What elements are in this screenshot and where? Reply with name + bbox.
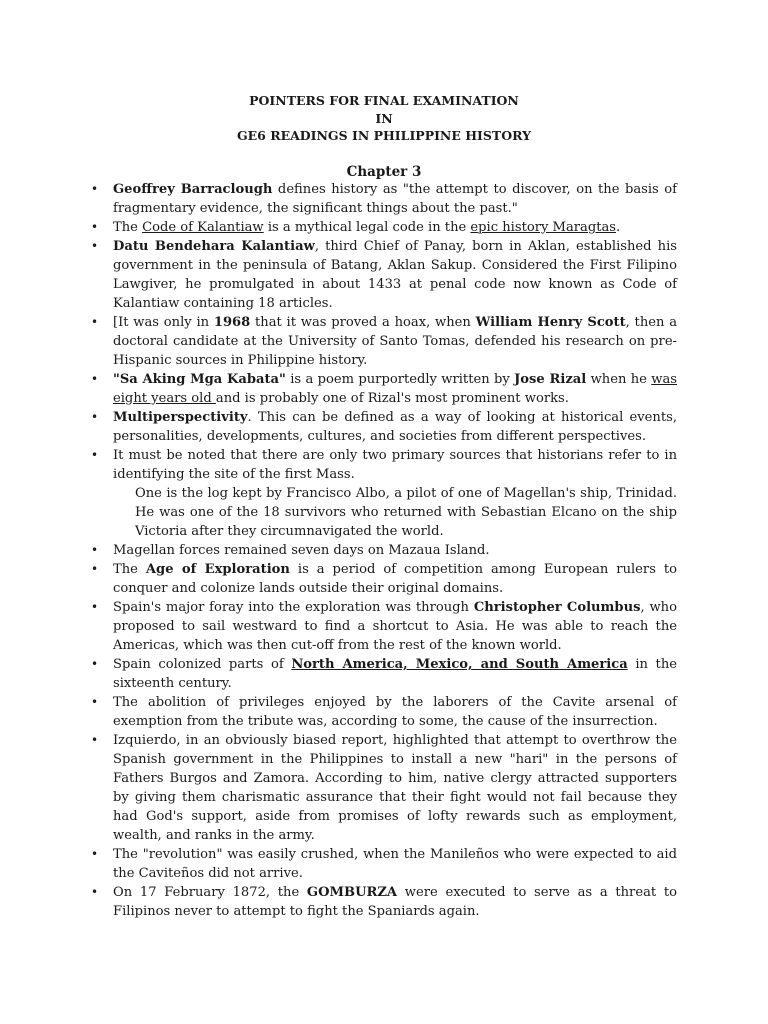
list-item [113,883,677,921]
item-text: The [113,220,143,235]
item-text: , third Chief of Panay, born in Aklan, established his government in the peninsula of Batang, Aklan Sakup. Considered the First Filipino Lawgiver, he promulgated in about 1433 at penal code now known as Code of Kalantiaw containing 18 articles. [113,239,677,311]
bold-term: Geoffrey Barraclough [113,182,273,197]
item-text: is a mythical legal code in the [263,220,471,235]
list-item [113,313,677,370]
document-header [0,92,768,145]
item-text: defines history as "the attempt to discover, on the basis of fragmentary evidence, the significant things about the past." [113,182,677,216]
item-text: The abolition of privileges enjoyed by the laborers of the Cavite arsenal of exemption from the tribute was, according to some, the cause of the insurrection. [113,695,677,729]
underlined-term: Code of Kalantiaw [142,220,264,235]
chapter-heading: Chapter 3 [346,164,422,180]
item-text: Spain's major foray into the exploration was through [113,600,474,615]
list-item [113,218,677,237]
sub-paragraph: One is the log kept by Francisco Albo, a pilot of one of Magellan's ship, Trinidad. He was one of the 18 survivors who returned with Sebastian Elcano on the ship Victoria after they circumnavigated the world. [135,486,677,539]
item-text: , who proposed to sail westward to find a shortcut to Asia. He was able to reach the Americas, which was then cut-off from the rest of the known world. [113,600,677,653]
bold-term: William Henry Scott [475,315,626,330]
underlined-term: was eight years old [113,372,677,406]
header-title: POINTERS FOR FINAL EXAMINATION [249,93,519,108]
item-text: The [113,562,146,577]
underlined-term: epic history Maragtas [470,220,616,235]
item-text: Spain colonized parts of [113,657,292,672]
item-text: [It was only in [113,315,214,330]
header-course: GE6 READINGS IN PHILIPPINE HISTORY [236,128,532,143]
item-text: , then a doctoral candidate at the University of Santo Tomas, defended his research on pre-Hispanic sources in Philippine history. [113,315,677,368]
bold-term: GOMBURZA [306,885,398,900]
list-item [113,541,677,560]
list-item [113,370,677,408]
item-text: is a poem purportedly written by [285,372,515,387]
bold-underlined-term: North America, Mexico, and South America [291,657,628,672]
list-item [113,731,677,845]
item-text: when he [586,372,652,387]
item-text: . This can be defined as a way of looking at historical events, personalities, developments, cultures, and societies from different perspectives. [113,410,677,444]
bold-term: Datu Bendehara Kalantiaw [113,239,315,254]
list-item [113,693,677,731]
item-text: Magellan forces remained seven days on Mazaua Island. [113,543,490,558]
item-text: is a period of competition among European rulers to conquer and colonize lands outside their original domains. [113,562,678,596]
bold-term: Age of Exploration [145,562,290,577]
item-text: that it was proved a hoax, when [250,315,476,330]
item-text: On 17 February 1872, the [113,885,307,900]
list-item [113,408,677,446]
bold-term: Christopher Columbus [473,600,641,615]
list-item [113,560,677,598]
bold-term: Jose Rizal [514,372,587,387]
item-text: and is probably one of Rizal's most prominent works. [215,391,569,406]
list-item [113,598,677,655]
item-text: It must be noted that there are only two primary sources that historians refer to in identifying the site of the first Mass. [113,448,677,482]
list-item [113,845,677,883]
pointers-list [113,180,677,921]
bold-term: Multiperspectivity [113,410,248,425]
list-item [113,180,677,218]
bold-term: 1968 [213,315,251,330]
bold-term: "Sa Aking Mga Kabata" [113,372,286,387]
list-item [113,237,677,313]
item-text: in the sixteenth century. [113,657,677,691]
item-text: . [616,220,621,235]
header-connector: IN [375,110,393,126]
item-text: The "revolution" was easily crushed, when the Manileños who were expected to aid the Caviteños did not arrive. [113,847,677,881]
list-item [113,446,677,541]
list-item [113,655,677,693]
item-text: Izquierdo, in an obviously biased report, highlighted that attempt to overthrow the Spanish government in the Philippines to install a new "hari" in the persons of Fathers Burgos and Zamora. According to him, native clergy attracted supporters by giving them charismatic assurance that their fight would not fail because they had God's support, aside from promises of lofty rewards such as employment, wealth, and ranks in the army. [113,733,677,843]
item-text: were executed to serve as a threat to Filipinos never to attempt to fight the Spaniards again. [113,885,677,919]
